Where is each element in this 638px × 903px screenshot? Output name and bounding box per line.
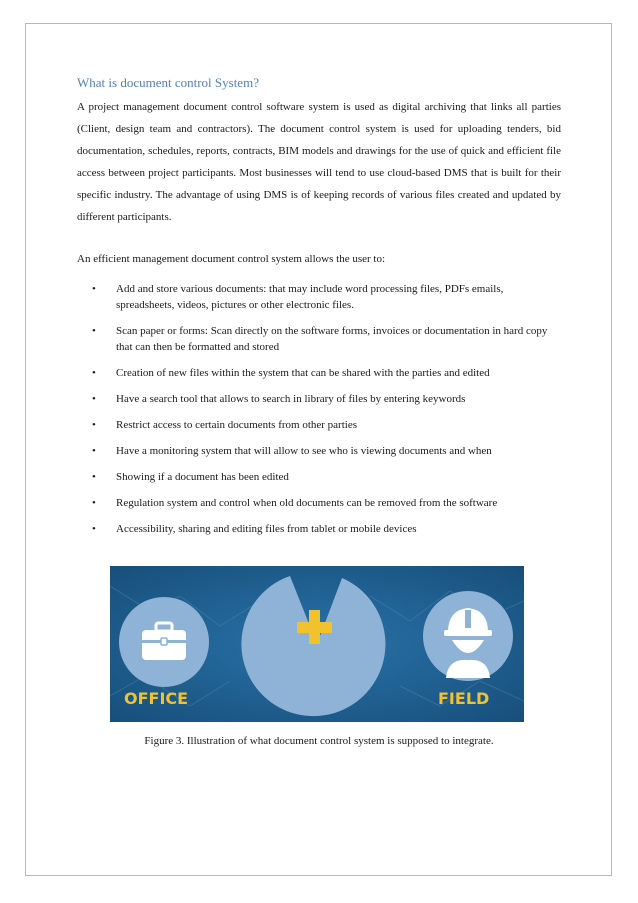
list-item	[77, 417, 561, 433]
list-item	[77, 365, 561, 381]
list-item-text: Accessibility, sharing and editing files from tablet or mobile devices	[116, 523, 417, 535]
field-label: FIELD	[438, 689, 490, 708]
integration-illustration	[110, 566, 524, 722]
list-item	[77, 469, 561, 485]
intro-paragraph: A project management document control software system is used as digital archiving that links all parties (Client, design team and contractors). The document control system is used for uploading tenders, bid documentation, schedules, reports, contracts, BIM models and drawings for the use of quick and efficient file access between project participants. Most businesses will tend to use cloud-based DMS that is built for their specific industry. The advantage of using DMS is of keeping records of various files created and updated by different participants.	[77, 101, 561, 223]
lead-in-text: An efficient management document control system allows the user to:	[77, 253, 386, 265]
figure-caption: Figure 3. Illustration of what document control system is supposed to integrate.	[144, 735, 494, 747]
list-item-text: Restrict access to certain documents from other parties	[116, 419, 357, 431]
section-heading: What is document control System?	[77, 75, 259, 90]
bullet-icon: •	[92, 419, 96, 431]
list-item	[77, 323, 561, 355]
bullet-icon: •	[92, 283, 96, 295]
list-item	[77, 391, 561, 407]
bullet-icon: •	[92, 367, 96, 379]
list-item-text: Showing if a document has been edited	[116, 471, 289, 483]
bullet-icon: •	[92, 471, 96, 483]
illustration-svg	[110, 566, 524, 722]
list-item	[77, 281, 561, 313]
bullet-icon: •	[92, 523, 96, 535]
list-item-text: Regulation system and control when old documents can be removed from the software	[116, 497, 498, 509]
list-item-text: Add and store various documents: that may include word processing files, PDFs emails, spreadsheets, videos, pictures or other electronic files.	[116, 283, 504, 311]
list-item-text: Have a monitoring system that will allow to see who is viewing documents and when	[116, 445, 492, 457]
bullet-icon: •	[92, 497, 96, 509]
list-item-text: Scan paper or forms: Scan directly on the software forms, invoices or documentation in hard copy that can then be formatted and stored	[116, 325, 548, 353]
bullet-icon: •	[92, 325, 96, 337]
list-item	[77, 521, 561, 537]
list-item	[77, 443, 561, 459]
feature-list	[77, 281, 561, 547]
list-item	[77, 495, 561, 511]
office-label: OFFICE	[124, 689, 189, 708]
bullet-icon: •	[92, 445, 96, 457]
list-item-text: Have a search tool that allows to search in library of files by entering keywords	[116, 393, 466, 405]
bullet-icon: •	[92, 393, 96, 405]
list-item-text: Creation of new files within the system that can be shared with the parties and edited	[116, 367, 490, 379]
